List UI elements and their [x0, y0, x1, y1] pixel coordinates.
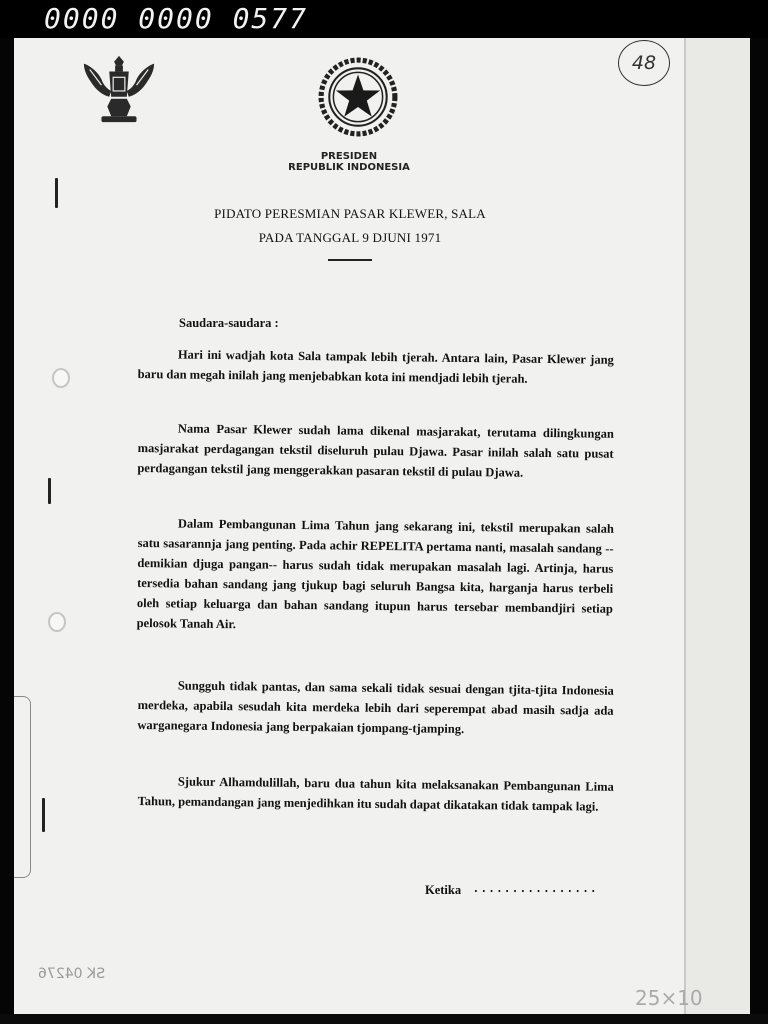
punch-hole [48, 612, 66, 632]
handwritten-page-number: 48 [618, 40, 670, 86]
office-title-republik: REPUBLIK INDONESIA [288, 162, 410, 173]
punch-hole [52, 368, 70, 388]
title-underline [328, 259, 372, 261]
film-top-strip [0, 0, 768, 38]
binder-tab [14, 696, 31, 878]
speech-date: PADA TANGGAL 9 DJUNI 1971 [258, 230, 442, 245]
office-title-presiden: PRESIDEN [320, 151, 378, 162]
paragraph: Sungguh tidak pantas, dan sama sekali tidak sesuai dengan tjita-tjita Indonesia merdeka, apabila sesudah kita merdeka lebih dari seperempat abad masih sadja ada warganegara Indonesia jang berpakaian tjompang-tjamping. [137, 678, 614, 736]
speech-title: PIDATO PERESMIAN PASAR KLEWER, SALA [214, 206, 486, 221]
paragraph: Nama Pasar Klewer sudah lama dikenal masjarakat, terutama dilingkungan masjarakat perdagangan tekstil diseluruh pulau Djawa. Pasar inilah salah satu pusat perdagangan tekstil jang menggerakkan pasaran tekstil di pulau Djawa. [137, 421, 614, 480]
paragraph: Hari ini wadjah kota Sala tampak lebih tjerah. Antara lain, Pasar Klewer jang baru dan megah inilah jang menjebabkan kota ini mendjadi lebih tjerah. [137, 347, 614, 386]
paragraph: Dalam Pembangunan Lima Tahun jang sekarang ini, tekstil merupakan salah satu sasarannja jang penting. Pada achir REPELITA pertama nanti, masalah sandang --demikian djuga pangan-- harus sudah tidak merupakan masalah lagi. Artinja, harus tersedia bahan sandang jang tjukup bagi seluruh Bangsa kita, harganja harus terbeli oleh setiap keluarga dan bahan sandang itupun harus tersebar membandjiri setiap pelosok Tanah Air. [136, 516, 614, 632]
paragraph: Sjukur Alhamdulillah, baru dua tahun kita melaksanakan Pembangunan Lima Tahun, pemandangan jang menjedihkan itu sudah dapat dikatakan tidak tampak lagi. [137, 774, 614, 814]
reduction-ratio: 25×10 [635, 986, 703, 1010]
margin-mark [55, 178, 58, 208]
document-page [14, 38, 750, 1014]
garuda-emblem-icon [80, 50, 158, 128]
presidential-star-emblem-icon [317, 56, 399, 138]
salutation: Saudara-saudara : [179, 316, 279, 330]
film-frame-number: 0000 0000 0577 [44, 2, 309, 35]
page-edge-line [684, 38, 686, 1014]
archive-code-mirrored: SK 04276 [38, 966, 106, 982]
film-bottom-strip [0, 1014, 768, 1024]
closing-dots: ................ [472, 881, 598, 896]
closing-word: Ketika [425, 883, 462, 897]
margin-mark [42, 798, 45, 832]
margin-mark [48, 478, 51, 504]
page-margin-strip [686, 38, 750, 1014]
